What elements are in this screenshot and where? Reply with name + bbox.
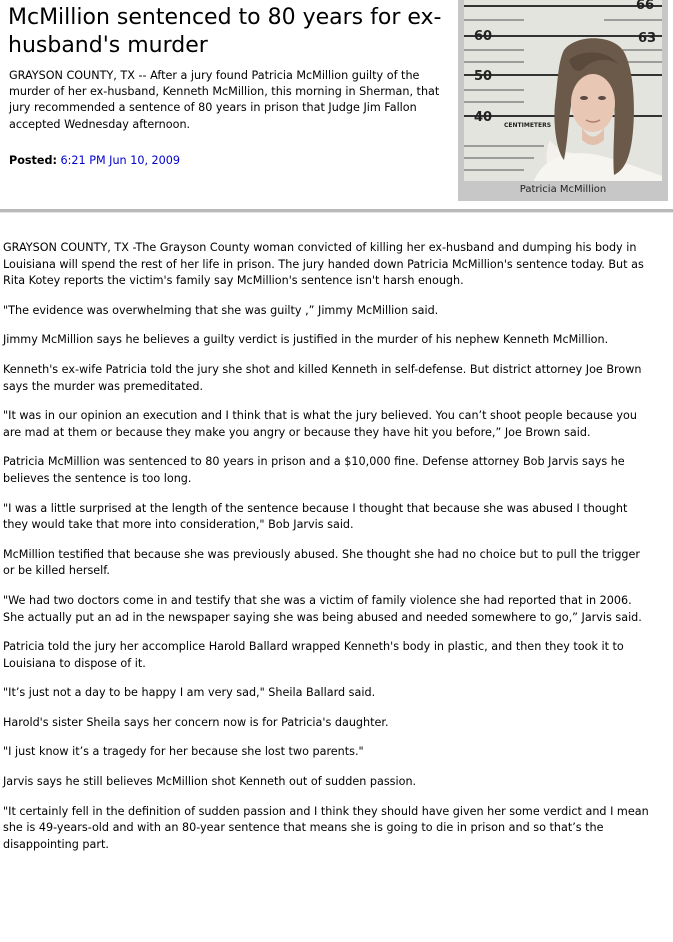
header-divider: [0, 209, 673, 213]
paragraph: "The evidence was overwhelming that she was guilty ,” Jimmy McMillion said.: [3, 303, 439, 317]
mugshot-image: [464, 0, 662, 181]
paragraph: Harold's sister Sheila says her concern now is for Patricia's daughter.: [3, 715, 389, 729]
posted-line: [9, 153, 180, 169]
paragraph: "It was in our opinion an execution and I think that is what the jury believed. You can’t shoot people because you are mad at them or because they make you angry or because they have hit you before,” Joe Brown said.: [3, 409, 637, 439]
paragraph: McMillion testified that because she was previously abused. She thought she had no choice but to pull the trigger or be killed herself.: [3, 547, 641, 578]
paragraph: Jimmy McMillion says he believes a guilty verdict is justified in the murder of his nephew Kenneth McMillion.: [3, 333, 609, 347]
paragraph: GRAYSON COUNTY, TX -The Grayson County woman convicted of killing her ex-husband and dumping his body in Louisiana will spend the rest of her life in prison. The jury handed down Patricia McMillion's sentence today. But as Rita Kotey reports the victim's family say McMillion's sentence isn't harsh enough.: [3, 241, 644, 288]
paragraph: Kenneth's ex-wife Patricia told the jury she shot and killed Kenneth in self-defense. But district attorney Joe Brown says the murder was premeditated.: [3, 362, 642, 393]
height-mark-60: 60: [474, 29, 493, 44]
article-headline: McMillion sentenced to 80 years for ex-husband's murder: [8, 5, 442, 58]
paragraph: Patricia told the jury her accomplice Harold Ballard wrapped Kenneth's body in plastic, and then they took it to Louisiana to dispose of it.: [3, 640, 624, 670]
article-summary: GRAYSON COUNTY, TX -- After a jury found Patricia McMillion guilty of the murder of her ex-husband, Kenneth McMillion, this morning in Sherman, that jury recommended a sentence of 80 years in prison that Judge Jim Fallon accepted Wednesday afternoon.: [9, 69, 440, 131]
posted-label: Posted:: [9, 154, 57, 167]
paragraph: "I was a little surprised at the length of the sentence because I thought that because she was abused I thought they would take that more into consideration," Bob Jarvis said.: [3, 501, 628, 532]
paragraph: Patricia McMillion was sentenced to 80 years in prison and a $10,000 fine. Defense attorney Bob Jarvis says he believes the sentence is too long.: [3, 455, 625, 485]
mugshot-frame: [458, 0, 668, 201]
height-mark-50: 50: [474, 69, 493, 84]
height-mark-63: 63: [638, 31, 657, 46]
article-body: [3, 240, 653, 866]
posted-date: 6:21 PM Jun 10, 2009: [60, 154, 181, 167]
photo-caption: Patricia McMillion: [519, 184, 607, 195]
paragraph: Jarvis says he still believes McMillion shot Kenneth out of sudden passion.: [3, 775, 417, 789]
height-mark-66: 66: [636, 0, 655, 13]
height-mark-40: 40: [474, 110, 493, 125]
paragraph: "It certainly fell in the definition of sudden passion and I think they should have given her some verdict and I mean she is 49-years-old and with an 80-year sentence that means she is going to die in prison and so that’s the disappointing part.: [3, 804, 649, 851]
paragraph: "We had two doctors come in and testify that she was a victim of family violence she had reported that in 2006. She actually put an ad in the newspaper saying she was being abused and needed somewhere to go,” Jarvis said.: [3, 593, 642, 624]
paragraph: "It’s just not a day to be happy I am very sad," Sheila Ballard said.: [3, 686, 376, 700]
mugshot-photo: [464, 0, 662, 181]
paragraph: "I just know it’s a tragedy for her because she lost two parents.": [3, 745, 364, 759]
ruler-label: CENTIMETERS: [504, 122, 552, 129]
article-header: [0, 0, 673, 214]
